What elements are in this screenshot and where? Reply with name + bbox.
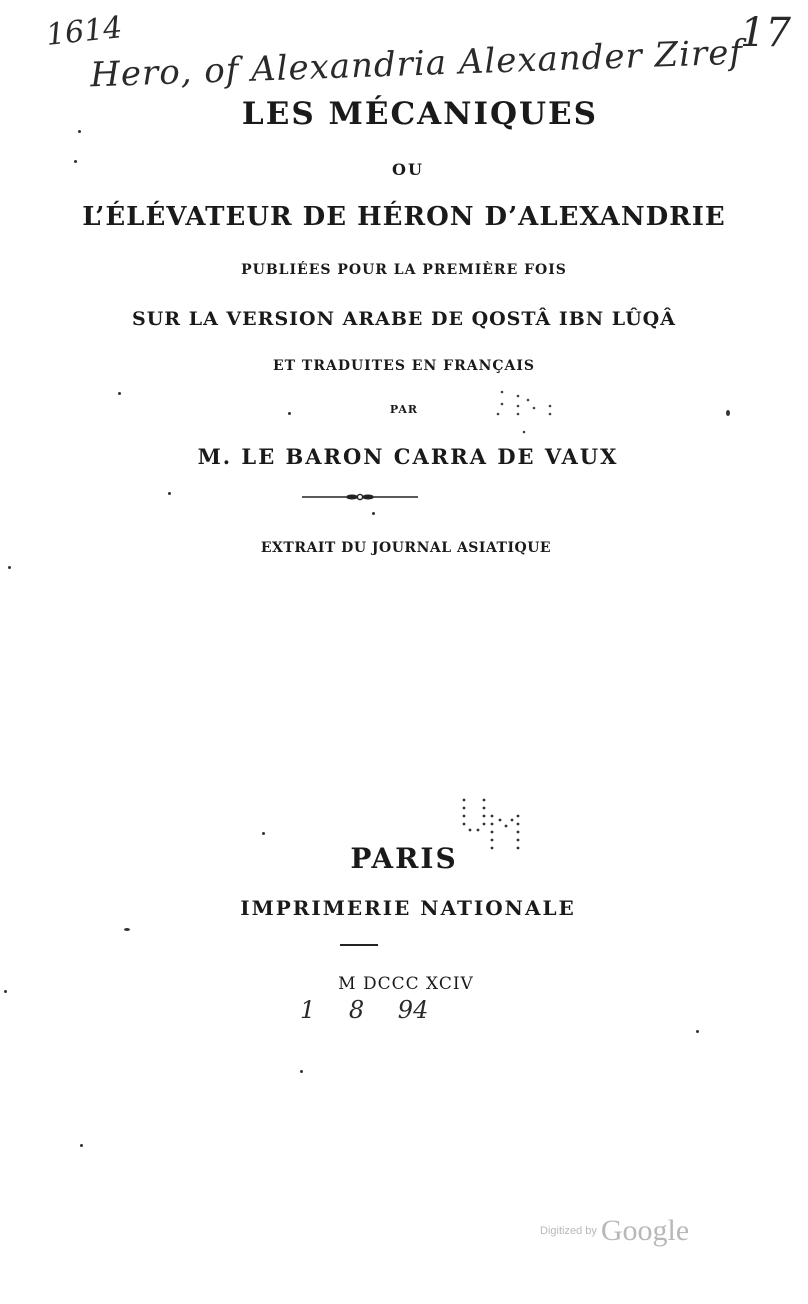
- imprint-year: M DCCC XCIV: [338, 974, 474, 994]
- author-name: M. LE BARON CARRA DE VAUX: [197, 444, 619, 469]
- scan-speck: [78, 130, 81, 133]
- book-title: LES MÉCANIQUES: [241, 96, 599, 132]
- watermark-prefix: Digitized by: [540, 1225, 597, 1237]
- scan-speck: [372, 512, 375, 515]
- scan-speck: [8, 566, 11, 569]
- handwritten-corner-mark: 17: [740, 10, 791, 56]
- scan-speck: [288, 412, 291, 415]
- imprint-city: PARIS: [350, 842, 458, 875]
- book-subtitle: L’ÉLÉVATEUR DE HÉRON D’ALEXANDRIE: [82, 202, 726, 232]
- extract-line: EXTRAIT DU JOURNAL ASIATIQUE: [260, 540, 552, 556]
- handwritten-catalog-number: 1614: [44, 10, 124, 53]
- handwritten-date-line: 1 8 94: [300, 996, 429, 1024]
- digitized-by-google-watermark: [540, 1214, 689, 1248]
- scan-speck: [300, 1070, 303, 1073]
- translation-line: ET TRADUITES EN FRANÇAIS: [272, 358, 536, 374]
- ornamental-rule: [302, 489, 418, 503]
- scan-speck: [168, 492, 171, 495]
- small-dotted-stamp: [494, 388, 558, 438]
- scan-speck: [696, 1030, 699, 1033]
- scan-speck: [118, 392, 121, 395]
- version-line: SUR LA VERSION ARABE DE QOSTÂ IBN LÛQÂ: [132, 308, 676, 330]
- publication-line: PUBLIÉES POUR LA PREMIÈRE FOIS: [241, 262, 567, 278]
- handwritten-note-line: Hero, of Alexandria Alexander Ziref: [89, 32, 744, 96]
- title-conjunction: OU: [392, 160, 424, 179]
- by-line: PAR: [389, 403, 419, 416]
- scan-speck: [74, 160, 77, 163]
- scan-speck: [124, 928, 130, 931]
- scan-speck: [726, 410, 730, 416]
- scan-speck: [80, 1144, 83, 1147]
- scan-speck: [4, 990, 7, 993]
- google-logo: Google: [600, 1214, 690, 1247]
- imprint-rule: [340, 944, 378, 946]
- scan-speck: [262, 832, 265, 835]
- imprint-publisher: IMPRIMERIE NATIONALE: [240, 896, 576, 920]
